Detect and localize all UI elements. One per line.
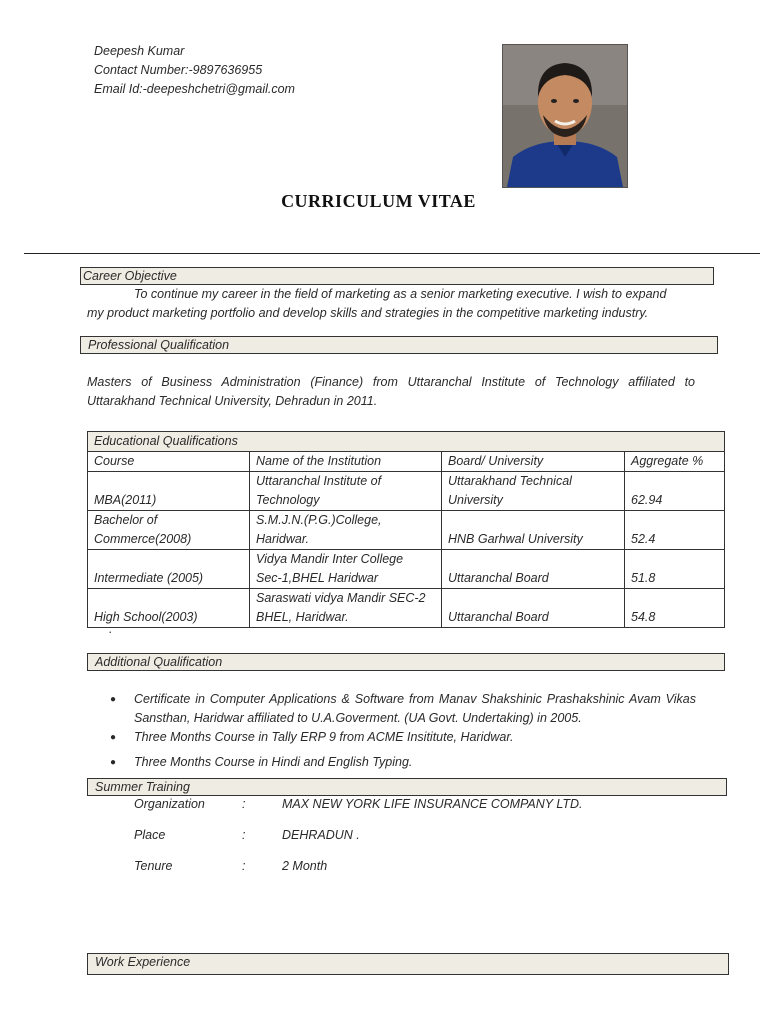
cell-board: Uttaranchal Board bbox=[442, 550, 625, 589]
column-header-aggregate: Aggregate % bbox=[625, 452, 725, 472]
training-value: MAX NEW YORK LIFE INSURANCE COMPANY LTD. bbox=[282, 797, 583, 811]
cell-course: Bachelor of Commerce(2008) bbox=[88, 511, 250, 550]
bullet-icon: ● bbox=[110, 694, 117, 705]
training-separator: : bbox=[242, 859, 246, 873]
cell-course: High School(2003) bbox=[88, 589, 250, 628]
cell-institution: Saraswati vidya Mandir SEC-2 BHEL, Haridwar. bbox=[250, 589, 442, 628]
section-heading-summer-training: Summer Training bbox=[87, 778, 727, 796]
training-label: Organization bbox=[134, 797, 205, 811]
professional-qualification-text: Masters of Business Administration (Finance) from Uttaranchal Institute of Technology affiliated to Uttarakhand Technical University, Dehradun in 2011. bbox=[87, 375, 695, 408]
cell-institution: Vidya Mandir Inter College Sec-1,BHEL Haridwar bbox=[250, 550, 442, 589]
bullet-icon: ● bbox=[110, 732, 117, 743]
stray-dot: . bbox=[109, 622, 113, 636]
column-header-institution: Name of the Institution bbox=[250, 452, 442, 472]
section-heading-additional-qualification: Additional Qualification bbox=[87, 653, 725, 671]
email-address: Email Id:-deepeshchetri@gmail.com bbox=[94, 82, 295, 96]
training-label: Tenure bbox=[134, 859, 173, 873]
candidate-name: Deepesh Kumar bbox=[94, 44, 185, 58]
section-heading-work-experience: Work Experience bbox=[87, 953, 729, 975]
training-row-place bbox=[134, 828, 634, 848]
cell-aggregate: 54.8 bbox=[625, 589, 725, 628]
horizontal-divider bbox=[24, 253, 760, 254]
bullet-icon: ● bbox=[110, 757, 117, 768]
contact-block bbox=[94, 42, 295, 99]
cell-board: Uttarakhand Technical University bbox=[442, 472, 625, 511]
person-portrait-icon bbox=[503, 45, 627, 187]
table-row bbox=[88, 511, 725, 550]
cell-aggregate: 62.94 bbox=[625, 472, 725, 511]
list-item: ● Three Months Course in Tally ERP 9 from ACME Insititute, Haridwar. bbox=[110, 728, 696, 747]
cell-aggregate: 51.8 bbox=[625, 550, 725, 589]
cell-board: HNB Garhwal University bbox=[442, 511, 625, 550]
cell-institution: S.M.J.N.(P.G.)College, Haridwar. bbox=[250, 511, 442, 550]
career-objective-line-2: my product marketing portfolio and develop skills and strategies in the competitive marketing industry. bbox=[87, 306, 649, 320]
cell-aggregate: 52.4 bbox=[625, 511, 725, 550]
training-row-organization bbox=[134, 797, 634, 817]
cell-course: Intermediate (2005) bbox=[88, 550, 250, 589]
contact-number: Contact Number:-9897636955 bbox=[94, 63, 263, 77]
cell-institution: Uttaranchal Institute of Technology bbox=[250, 472, 442, 511]
cell-board: Uttaranchal Board bbox=[442, 589, 625, 628]
profile-photo bbox=[502, 44, 628, 188]
list-item: ● Three Months Course in Hindi and English Typing. bbox=[110, 753, 696, 772]
table-row bbox=[88, 472, 725, 511]
training-separator: : bbox=[242, 828, 246, 842]
education-table bbox=[87, 431, 725, 628]
section-heading-educational-qualifications: Educational Qualifications bbox=[88, 432, 725, 452]
column-header-board: Board/ University bbox=[442, 452, 625, 472]
table-row bbox=[88, 550, 725, 589]
list-item: ● Certificate in Computer Applications & Software from Manav Shakshinic Prashakshinic Avam Vikas Sansthan, Haridwar affiliated to U.A.Goverment. (UA Govt. Undertaking) in 2005. bbox=[110, 692, 696, 725]
column-header-course: Course bbox=[88, 452, 250, 472]
career-objective-line-1: To continue my career in the field of marketing as a senior marketing executive. I wish to expand bbox=[134, 287, 667, 301]
section-heading-career-objective: Career Objective bbox=[80, 267, 714, 285]
training-row-tenure bbox=[134, 859, 634, 879]
training-value: DEHRADUN . bbox=[282, 828, 360, 842]
additional-qualification-list bbox=[110, 690, 696, 772]
section-heading-professional-qualification: Professional Qualification bbox=[80, 336, 718, 354]
cell-course: MBA(2011) bbox=[88, 472, 250, 511]
training-label: Place bbox=[134, 828, 166, 842]
table-row bbox=[88, 589, 725, 628]
page-title: CURRICULUM VITAE bbox=[281, 191, 476, 211]
training-separator: : bbox=[242, 797, 246, 811]
training-value: 2 Month bbox=[282, 859, 328, 873]
